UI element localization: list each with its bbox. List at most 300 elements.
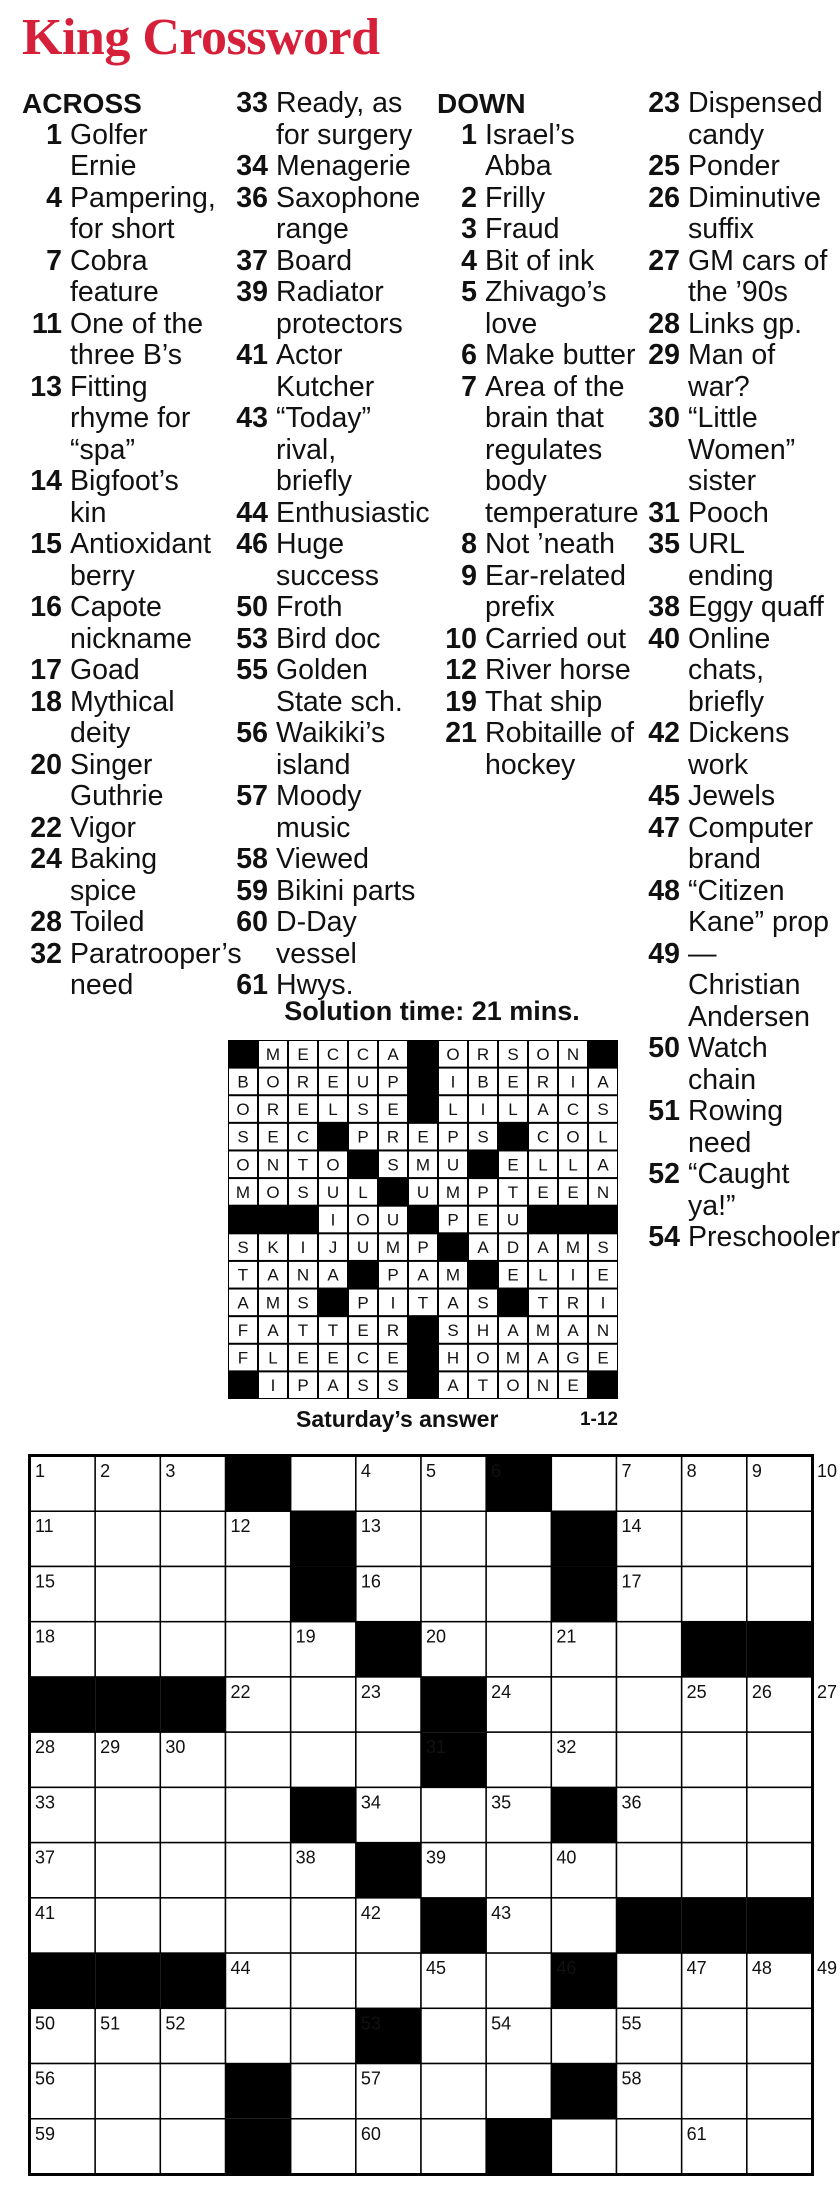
clue-number: 54 (648, 1221, 680, 1253)
grid-cell[interactable] (421, 2064, 486, 2119)
clue-number: 45 (648, 780, 680, 812)
grid-cell[interactable] (551, 1677, 616, 1732)
black-square (30, 1953, 95, 2008)
grid-cell[interactable] (160, 1843, 225, 1898)
solution-letter: A (567, 1320, 579, 1340)
solution-letter: G (566, 1348, 580, 1368)
clue-number: 5 (461, 276, 477, 308)
grid-cell[interactable] (95, 1622, 160, 1677)
cell-number: 51 (100, 2013, 121, 2034)
across-clue-55 (228, 655, 418, 718)
grid-cell[interactable] (486, 1622, 551, 1677)
down-clue-19 (437, 687, 637, 719)
clue-text: “Citizen Kane” prop (688, 874, 830, 938)
solution-letter: L (538, 1265, 548, 1285)
grid-cell[interactable] (421, 1787, 486, 1842)
clue-number: 32 (30, 937, 62, 970)
solution-grid-wrapper (228, 1040, 618, 1399)
grid-cell[interactable] (291, 1898, 356, 1953)
clue-number: 37 (236, 244, 268, 277)
cell-number: 58 (621, 2068, 642, 2089)
down-clue-47 (640, 813, 836, 876)
down-clue-30 (640, 403, 836, 498)
clue-text: Bigfoot’s kin (70, 465, 179, 529)
clue-text: Carried out (485, 622, 626, 655)
grid-cell[interactable] (421, 1511, 486, 1566)
grid-cell[interactable] (421, 2119, 486, 2174)
grid-cell[interactable] (226, 1843, 291, 1898)
solution-letter: E (387, 1100, 399, 1120)
grid-cell[interactable] (617, 2119, 682, 2174)
solution-letter: B (237, 1072, 249, 1092)
solution-letter: S (237, 1238, 249, 1258)
clue-text: “Caught ya!” (688, 1158, 790, 1222)
solution-grid (228, 1040, 618, 1399)
across-clue-16 (22, 592, 210, 655)
solution-letter: O (446, 1044, 460, 1064)
clue-number: 61 (236, 969, 268, 1001)
cell-number: 39 (426, 1847, 447, 1868)
clue-text: Pampering, for short (70, 181, 216, 245)
cell-number: 26 (751, 1681, 772, 1702)
solution-letter: F (237, 1320, 249, 1340)
cell-number: 2 (100, 1461, 111, 1481)
grid-cell[interactable] (682, 2064, 747, 2119)
across-column-1 (22, 88, 242, 1002)
grid-cell[interactable] (682, 1787, 747, 1842)
grid-cell[interactable] (160, 1622, 225, 1677)
clue-number: 1 (46, 118, 62, 151)
across-clue-58 (228, 844, 418, 876)
solution-letter: E (297, 1100, 309, 1120)
clue-number: 35 (648, 528, 680, 560)
clue-text: Eggy quaff (688, 591, 824, 623)
cell-number: 50 (35, 2013, 56, 2034)
down-heading: DOWN (437, 88, 526, 119)
black-square (160, 1677, 225, 1732)
grid-cell[interactable] (551, 2119, 616, 2174)
down-clue-38 (640, 592, 836, 624)
cell-number: 15 (35, 1571, 56, 1592)
clue-number: 18 (30, 685, 62, 718)
clue-text: Fitting rhyme for “spa” (70, 370, 191, 466)
across-clue-20 (22, 750, 210, 813)
solution-letter: E (597, 1265, 609, 1285)
cell-number: 30 (165, 1737, 186, 1758)
across-clue-22 (22, 813, 210, 845)
black-square (356, 1843, 421, 1898)
grid-cell[interactable] (682, 1511, 747, 1566)
down-clue-8 (437, 529, 637, 561)
clue-text: Hwys. (276, 969, 354, 1001)
cell-number: 37 (35, 1847, 56, 1868)
solution-letter: H (476, 1320, 490, 1340)
solution-letter: T (507, 1182, 519, 1202)
grid-cell[interactable] (682, 2008, 747, 2063)
solution-title: Solution time: 21 mins. (284, 996, 580, 1026)
cell-number: 4 (360, 1461, 371, 1481)
grid-cell[interactable] (291, 2064, 356, 2119)
solution-letter: A (507, 1320, 519, 1340)
down-clue-6 (437, 340, 637, 372)
grid-cell[interactable] (291, 1732, 356, 1787)
clue-text: Golfer Ernie (70, 118, 148, 182)
solution-letter: M (265, 1044, 281, 1064)
cell-number: 60 (360, 2123, 381, 2144)
cell-number: 57 (360, 2068, 381, 2089)
grid-cell[interactable] (291, 1677, 356, 1732)
across-clue-39 (228, 277, 418, 340)
clue-text: Bikini parts (276, 874, 416, 907)
clue-number: 27 (648, 244, 680, 277)
solution-letter: I (450, 1072, 456, 1092)
grid-cell[interactable] (747, 1843, 812, 1898)
clue-number: 4 (461, 244, 477, 277)
cell-number: 24 (491, 1681, 512, 1702)
black-square (682, 1898, 747, 1953)
solution-letter: E (327, 1072, 339, 1092)
solution-letter: E (567, 1376, 579, 1396)
solution-letter: R (296, 1072, 310, 1092)
across-clue-44 (228, 496, 430, 530)
clue-text: River horse (485, 654, 631, 686)
grid-cell[interactable] (226, 1732, 291, 1787)
black-square (486, 2119, 551, 2174)
grid-cell[interactable] (486, 1511, 551, 1566)
solution-letter: M (445, 1182, 461, 1202)
grid-cell[interactable] (226, 1787, 291, 1842)
solution-letter: M (535, 1320, 551, 1340)
clue-number: 46 (236, 528, 268, 560)
black-square (291, 1566, 356, 1621)
cell-number: 46 (556, 1958, 577, 1979)
clue-number: 58 (236, 843, 268, 875)
clue-text: Mythical deity (70, 685, 175, 749)
clue-number: 36 (236, 181, 268, 214)
cell-number: 32 (556, 1737, 577, 1758)
clue-text: Enthusiastic (276, 496, 430, 529)
clue-number: 8 (461, 528, 477, 560)
solution-letter: E (507, 1155, 519, 1175)
clue-text: Paratrooper’s need (70, 937, 242, 1001)
grid-cell[interactable] (682, 1732, 747, 1787)
clue-number: 41 (236, 339, 268, 371)
grid-cell[interactable] (160, 2064, 225, 2119)
solution-letter: M (235, 1182, 251, 1202)
cell-number: 49 (817, 1958, 838, 1979)
solution-letter: S (357, 1100, 369, 1120)
clue-number: 34 (236, 150, 268, 182)
clue-text: Watch chain (688, 1032, 768, 1096)
clue-text: D-Day vessel (276, 906, 357, 970)
solution-letter: I (390, 1293, 396, 1313)
clue-number: 52 (648, 1158, 680, 1190)
solution-letter: C (566, 1100, 580, 1120)
clue-number: 11 (31, 307, 62, 340)
cell-number: 53 (360, 2013, 381, 2034)
solution-letter: P (357, 1293, 369, 1313)
cell-number: 54 (491, 2013, 512, 2034)
cell-number: 41 (35, 1902, 56, 1923)
clue-text: Frilly (485, 181, 546, 214)
grid-cell[interactable] (486, 1953, 551, 2008)
cell-number: 7 (621, 1461, 632, 1481)
down-clue-4 (437, 246, 637, 278)
solution-letter: C (296, 1127, 310, 1147)
grid-cell[interactable] (551, 1456, 616, 1511)
grid-cell[interactable] (486, 1566, 551, 1621)
solution-letter: N (566, 1044, 580, 1064)
cell-number: 14 (621, 1516, 642, 1537)
cell-number: 6 (491, 1461, 502, 1481)
black-square (617, 1898, 682, 1953)
grid-cell[interactable] (160, 1787, 225, 1842)
clue-number: 21 (445, 717, 477, 749)
grid-cell[interactable] (682, 1843, 747, 1898)
clue-text: Fraud (485, 213, 560, 245)
grid-cell[interactable] (486, 1732, 551, 1787)
grid-cell[interactable] (747, 1566, 812, 1621)
grid-cell[interactable] (682, 1566, 747, 1621)
black-square (421, 1677, 486, 1732)
across-clue-53 (228, 624, 418, 656)
clue-text: Waikiki’s island (276, 717, 386, 781)
grid-cell[interactable] (160, 1566, 225, 1621)
grid-cell[interactable] (95, 1787, 160, 1842)
grid-cell[interactable] (747, 1787, 812, 1842)
grid-cell[interactable] (226, 1566, 291, 1621)
solution-letter: O (326, 1155, 340, 1175)
cell-number: 33 (35, 1792, 56, 1813)
cell-number: 13 (360, 1516, 381, 1537)
cell-number: 45 (426, 1958, 447, 1979)
solution-letter: H (446, 1348, 460, 1368)
solution-letter: E (357, 1320, 369, 1340)
solution-letter: E (507, 1265, 519, 1285)
down-clue-2 (437, 183, 637, 215)
clue-text: Ponder (688, 150, 780, 182)
grid-cell[interactable] (421, 1566, 486, 1621)
solution-letter: U (416, 1182, 430, 1202)
grid-cell[interactable] (356, 1953, 421, 2008)
cell-number: 42 (360, 1902, 381, 1923)
down-clue-31 (640, 498, 836, 530)
clue-number: 26 (648, 181, 680, 214)
grid-cell[interactable] (226, 2008, 291, 2063)
grid-cell[interactable] (617, 1953, 682, 2008)
solution-letter: O (536, 1044, 550, 1064)
grid-cell[interactable] (160, 1511, 225, 1566)
cell-number: 40 (556, 1847, 577, 1868)
cell-number: 17 (621, 1571, 642, 1592)
grid-cell[interactable] (291, 2119, 356, 2174)
across-clue-50 (228, 592, 418, 624)
solution-letter: S (447, 1320, 459, 1340)
grid-cell[interactable] (551, 2008, 616, 2063)
down-clue-28 (640, 309, 836, 341)
solution-letter: E (327, 1348, 339, 1368)
solution-letter: S (597, 1238, 609, 1258)
clue-number: 31 (648, 496, 680, 529)
solution-letter: M (385, 1238, 401, 1258)
solution-letter: A (447, 1293, 459, 1313)
across-clue-24 (22, 844, 210, 907)
clue-text: Links gp. (688, 307, 803, 340)
grid-cell[interactable] (291, 1456, 356, 1511)
grid-cell[interactable] (160, 2119, 225, 2174)
solution-letter: F (237, 1348, 249, 1368)
black-square (95, 1953, 160, 2008)
solution-letter: L (538, 1155, 548, 1175)
cell-number: 34 (360, 1792, 381, 1813)
solution-letter: L (328, 1100, 338, 1120)
solution-letter: S (507, 1044, 519, 1064)
black-square (551, 1787, 616, 1842)
solution-letter: P (387, 1072, 399, 1092)
clue-number: 51 (648, 1095, 680, 1127)
grid-cell[interactable] (95, 2064, 160, 2119)
crossword-puzzle (28, 1454, 838, 2181)
black-square (226, 2119, 291, 2174)
clue-number: 40 (648, 622, 680, 655)
solution-letter: E (267, 1127, 279, 1147)
across-clue-60 (228, 907, 418, 970)
solution-letter: S (387, 1376, 399, 1396)
solution-letter: T (327, 1320, 339, 1340)
across-clue-33 (228, 88, 418, 151)
clue-text: Radiator protectors (276, 276, 403, 340)
clue-text: Viewed (276, 843, 369, 875)
down-clue-23 (640, 88, 836, 151)
clue-number: 3 (461, 213, 477, 245)
solution-letter: U (506, 1210, 520, 1230)
cell-number: 3 (165, 1461, 176, 1481)
down-clue-5 (437, 277, 637, 340)
solution-letter: P (417, 1238, 429, 1258)
clue-number: 30 (648, 402, 680, 434)
grid-cell[interactable] (421, 2008, 486, 2063)
solution-letter: O (506, 1376, 520, 1396)
down-clue-35 (640, 529, 836, 592)
clue-text: Jewels (688, 780, 776, 812)
solution-letter: O (566, 1127, 580, 1147)
solution-letter: R (266, 1100, 280, 1120)
solution-letter: U (446, 1155, 460, 1175)
solution-letter: E (297, 1044, 309, 1064)
solution-letter: E (537, 1182, 549, 1202)
solution-letter: I (300, 1238, 306, 1258)
clue-number: 19 (445, 685, 477, 718)
solution-letter: A (537, 1348, 549, 1368)
grid-cell[interactable] (226, 1898, 291, 1953)
clue-text: — Christian Andersen (688, 937, 811, 1033)
clue-number: 10 (445, 622, 477, 655)
solution-letter: I (270, 1376, 276, 1396)
grid-cell[interactable] (95, 1898, 160, 1953)
clue-number: 2 (461, 181, 477, 214)
clue-text: Singer Guthrie (70, 748, 164, 812)
clue-number: 53 (236, 622, 268, 655)
solution-letter: S (597, 1100, 609, 1120)
grid-cell[interactable] (747, 2119, 812, 2174)
clue-number: 43 (236, 402, 268, 434)
solution-letter: S (297, 1182, 309, 1202)
across-clue-17 (22, 655, 210, 687)
clue-number: 60 (236, 906, 268, 938)
grid-cell[interactable] (617, 1732, 682, 1787)
cell-number: 31 (426, 1737, 447, 1758)
grid-cell[interactable] (95, 1566, 160, 1621)
clue-number: 38 (648, 591, 680, 623)
across-clue-41 (228, 340, 418, 403)
page-title: King Crossword (22, 9, 380, 66)
grid-cell[interactable] (617, 1677, 682, 1732)
across-clue-11 (22, 309, 210, 372)
clue-number: 57 (236, 780, 268, 812)
solution-letter: E (387, 1348, 399, 1368)
grid-cell[interactable] (226, 1622, 291, 1677)
solution-letter: L (568, 1155, 578, 1175)
solution-letter: A (447, 1376, 459, 1396)
grid-cell[interactable] (291, 1953, 356, 2008)
cell-number: 1 (35, 1461, 46, 1481)
black-square (160, 1953, 225, 2008)
grid-cell[interactable] (747, 1732, 812, 1787)
clue-text: Zhivago’s love (485, 276, 607, 340)
clue-text: Menagerie (276, 150, 411, 182)
grid-cell[interactable] (160, 1898, 225, 1953)
down-clue-50 (640, 1033, 836, 1096)
black-square (291, 1787, 356, 1842)
black-square (356, 1622, 421, 1677)
solution-letter: A (537, 1238, 549, 1258)
grid-cell[interactable] (95, 1511, 160, 1566)
grid-cell[interactable] (356, 1732, 421, 1787)
clue-text: Moody music (276, 780, 362, 844)
grid-cell[interactable] (747, 2064, 812, 2119)
cell-number: 22 (230, 1681, 251, 1702)
grid-cell[interactable] (95, 1843, 160, 1898)
black-square (30, 1677, 95, 1732)
cell-number: 12 (230, 1516, 251, 1537)
solution-letter: M (445, 1265, 461, 1285)
clue-number: 7 (46, 244, 62, 277)
grid-cell[interactable] (747, 2008, 812, 2063)
grid-cell[interactable] (551, 1898, 616, 1953)
grid-cell[interactable] (486, 1843, 551, 1898)
grid-cell[interactable] (617, 1622, 682, 1677)
grid-cell[interactable] (486, 2064, 551, 2119)
grid-cell[interactable] (747, 1511, 812, 1566)
solution-letter: A (477, 1238, 489, 1258)
solution-letter: L (268, 1348, 278, 1368)
solution-letter: T (237, 1265, 249, 1285)
cell-number: 61 (686, 2123, 707, 2144)
clue-text: Rowing need (688, 1095, 784, 1159)
cell-number: 55 (621, 2013, 642, 2034)
solution-letter: M (415, 1155, 431, 1175)
grid-cell[interactable] (617, 1843, 682, 1898)
across-clue-14 (22, 466, 210, 529)
clue-number: 15 (30, 528, 62, 560)
grid-cell[interactable] (291, 2008, 356, 2063)
solution-letter: T (477, 1376, 489, 1396)
grid-cell[interactable] (95, 2119, 160, 2174)
clue-text: “Today” rival, briefly (276, 402, 372, 497)
cell-number: 10 (817, 1461, 838, 1481)
cell-number: 11 (35, 1516, 54, 1537)
solution-letter: T (297, 1155, 309, 1175)
